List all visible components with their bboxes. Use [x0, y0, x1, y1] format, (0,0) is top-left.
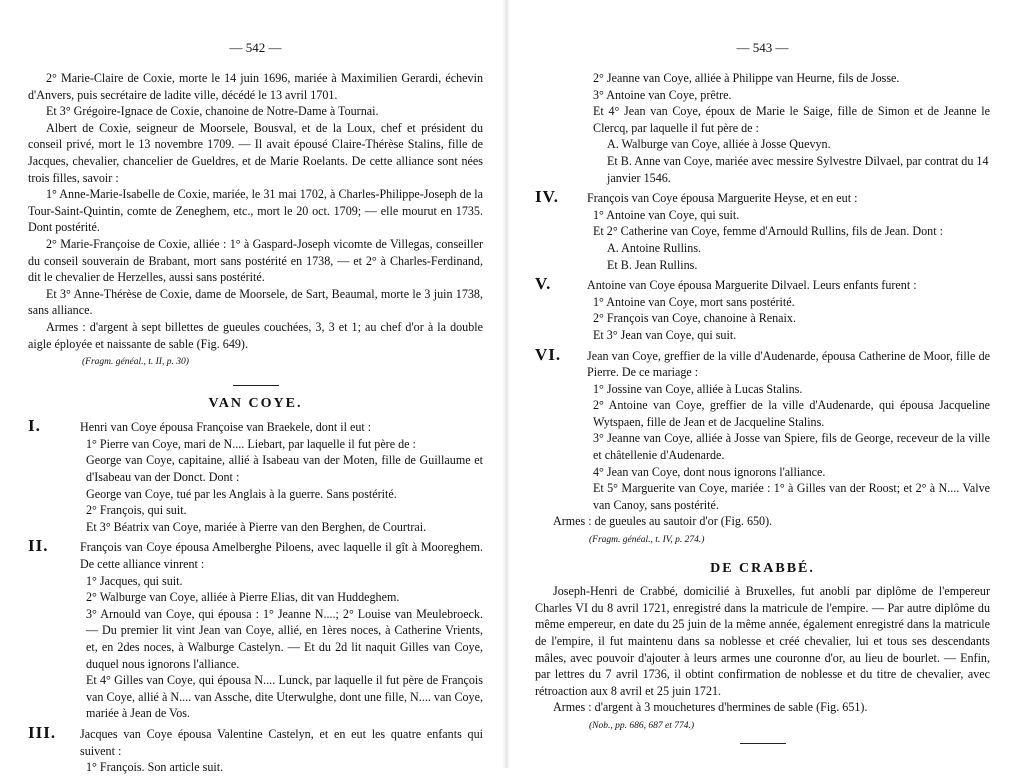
paragraph: Et 3° Grégoire-Ignace de Coxie, chanoine de Notre-Dame à Tournai.	[46, 104, 379, 119]
generation-entry	[28, 722, 483, 759]
source-reference: (Fragm. généal., t. IV, p. 274.)	[589, 535, 705, 546]
child-entry: Et 4° Jean van Coye, époux de Marie le Saige, fille de Simon et de Jeanne le Clercq, par laquelle il fut père de :	[593, 104, 990, 135]
child-entry: 1° Antoine van Coye, mort sans postérité.	[593, 294, 795, 309]
child-entry: 1° Jacques, qui suit.	[86, 573, 183, 588]
child-entry: Et 5° Marguerite van Coye, mariée : 1° à Gilles van der Roost; et 2° à N.... Valve van Canoy, sans postérité.	[593, 481, 990, 512]
child-entry: 3° Antoine van Coye, prêtre.	[593, 87, 732, 102]
child-entry: Et 4° Gilles van Coye, qui épousa N.... Lunck, par laquelle il fut père de François van Coye, allié à N.... van Assche, dite Uterwulghe, dont une fille, N.... van Coye, mariée à Jean de Vos.	[86, 673, 483, 721]
generation-entry	[535, 189, 990, 207]
child-entry: Et B. Jean Rullins.	[607, 257, 698, 272]
child-entry: 4° Jean van Coye, dont nous ignorons l'alliance.	[593, 464, 826, 479]
child-entry: A. Walburge van Coye, alliée à Josse Quevyn.	[607, 137, 831, 152]
left-page	[28, 0, 483, 776]
paragraph: Joseph-Henri de Crabbé, domicilié à Bruxelles, fut anobli par diplôme de l'empereur Charles VI du 8 avril 1721, enregistré dans la matricule de l'empire. — Par autre diplôme du même empereur, en date du 25 juin de la même année, également enregistré dans la matricule de l'empire, il fut maintenu dans sa noblesse et créé chevalier, lui et tous ses descendants mâles, avec pouvoir d'ajouter à leurs armes une couronne d'or, au lieu de bourlet. — Enfin, par lettres du 7 avril 1736, il obtint confirmation de noblesse et du titre de chevalier, avec rétroaction aux 8 avril et 25 juin 1721.	[535, 584, 990, 698]
child-entry: 3° Jeanne van Coye, alliée à Josse van Spiere, fils de George, receveur de la ville et châtellenie d'Audenarde.	[593, 431, 990, 463]
arms-blazon: Armes : d'argent à 3 mouchetures d'hermines de sable (Fig. 651).	[553, 700, 868, 715]
child-entry: Et 2° Catherine van Coye, femme d'Arnould Rullins, fils de Jean. Dont :	[593, 224, 943, 239]
generation-entry	[535, 276, 990, 294]
divider	[740, 743, 786, 744]
paragraph: Albert de Coxie, seigneur de Moorsele, Bousval, et de la Loux, chef et président du conseil privé, mort le 13 novembre 1709. — Il avait épousé Claire-Thérèse Stalins, fille de Jacques, chevalier, chancelier de Gueldres, et de Marie Roelants. De cette alliance sont nées trois filles, savoir :	[28, 120, 483, 185]
divider	[233, 385, 279, 386]
child-entry: Et 3° Jean van Coye, qui suit.	[593, 327, 737, 342]
generation-text: Jean van Coye, greffier de la ville d'Audenarde, épousa Catherine de Moor, fille de Pierre. De ce mariage :	[587, 348, 990, 380]
paragraph: 2° Marie-Françoise de Coxie, alliée : 1° à Gaspard-Joseph vicomte de Villegas, conseiller du conseil souverain de Brabant, mort sans postérité en 1738, — et 2° à Charles-Ferdinand, dit le chevalier de Herzelles, aussi sans postérité.	[28, 236, 483, 285]
child-entry: 1° François. Son article suit.	[86, 760, 224, 775]
child-entry: 2° Jeanne van Coye, alliée à Philippe van Heurne, fils de Josse.	[593, 71, 900, 85]
generation-text: Jacques van Coye épousa Valentine Castelyn, et en eut les quatre enfants qui suivent :	[80, 726, 483, 758]
paragraph: 2° Marie-Claire de Coxie, morte le 14 juin 1696, mariée à Maximilien Gerardi, échevin d'Anvers, puis secrétaire de ladite ville, décédé le 13 avril 1701.	[28, 71, 483, 102]
child-entry: Et B. Anne van Coye, mariée avec messire Sylvestre Dilvael, par contrat du 14 janvier 1546.	[607, 153, 989, 185]
generation-text: Henri van Coye épousa Françoise van Braekele, dont il eut :	[80, 420, 372, 435]
generation-numeral: I.	[28, 416, 41, 436]
child-entry: George van Coye, capitaine, allié à Isabeau van der Moten, fille de Guillaume et d'Isabeau van der Donct. Dont :	[86, 453, 483, 485]
child-entry: 3° Arnould van Coye, qui épousa : 1° Jeanne N....; 2° Louise van Meulebroeck. — Du premier lit vint Jean van Coye, allié, en 1ères noces, à Catherine Vrients, et, en 2des noces, à Walburge Castelyn. — Et du 2d lit naquit Gilles van Coye, duquel nous ignorons l'alliance.	[86, 606, 483, 671]
arms-blazon: Armes : d'argent à sept billettes de gueules couchées, 3, 3 et 1; au chef d'or à la double aigle éployée et naissante de sable (Fig. 649).	[28, 319, 483, 351]
generation-numeral: II.	[28, 536, 49, 556]
child-entry: George van Coye, tué par les Anglais à la guerre. Sans postérité.	[86, 486, 397, 501]
child-entry: 1° Pierre van Coye, mari de N.... Liebart, par laquelle il fut père de :	[86, 436, 416, 451]
book-gutter	[502, 0, 510, 768]
section-title: DE CRABBÉ.	[710, 560, 815, 576]
generation-numeral: III.	[28, 722, 57, 742]
paragraph: Et 3° Anne-Thérèse de Coxie, dame de Moorsele, de Sart, Beaumal, morte le 3 juin 1738, sans alliance.	[28, 286, 483, 318]
child-entry: 1° Jossine van Coye, alliée à Lucas Stalins.	[593, 381, 803, 396]
generation-text: François van Coye épousa Amelberghe Piloens, avec laquelle il gît à Mooreghem. De cette alliance vinrent :	[80, 540, 483, 572]
generation-numeral: VI.	[535, 344, 562, 364]
child-entry: 2° Walburge van Coye, alliée à Pierre Elias, dit van Huddeghem.	[86, 590, 400, 605]
generation-numeral: V.	[535, 274, 552, 294]
page-number: — 542 —	[229, 40, 282, 55]
section-title: VAN COYE.	[208, 395, 303, 411]
generation-entry	[535, 344, 990, 381]
child-entry: 2° François van Coye, chanoine à Renaix.	[593, 311, 796, 326]
source-reference: (Fragm. généal., t. II, p. 30)	[82, 357, 189, 368]
child-entry: 2° François, qui suit.	[86, 503, 187, 518]
child-entry: Et 3° Béatrix van Coye, mariée à Pierre van den Berghen, de Courtrai.	[86, 519, 427, 534]
arms-blazon: Armes : de gueules au sautoir d'or (Fig. 650).	[553, 514, 773, 529]
generation-entry	[28, 538, 483, 572]
generation-text: François van Coye épousa Marguerite Heyse, et en eut :	[587, 191, 858, 206]
generation-text: Antoine van Coye épousa Marguerite Dilvael. Leurs enfants furent :	[587, 278, 917, 293]
child-entry: A. Antoine Rullins.	[607, 240, 702, 255]
child-entry: 1° Antoine van Coye, qui suit.	[593, 207, 740, 222]
generation-entry	[28, 418, 483, 436]
paragraph: 1° Anne-Marie-Isabelle de Coxie, mariée, le 31 mai 1702, à Charles-Philippe-Joseph de la Tour-Saint-Quintin, comte de Zeneghem, etc., mort le 20 oct. 1709; — elle mourut en 1735. Dont postérité.	[28, 187, 483, 235]
page-number: — 543 —	[736, 40, 789, 55]
source-reference: (Nob., pp. 686, 687 et 774.)	[589, 720, 695, 731]
generation-numeral: IV.	[535, 187, 559, 207]
right-page	[535, 0, 990, 754]
child-entry: 2° Antoine van Coye, greffier de la ville d'Audenarde, qui épousa Jacqueline Wytspaen, fille de Jean et de Jacqueline Stalins.	[593, 398, 990, 429]
